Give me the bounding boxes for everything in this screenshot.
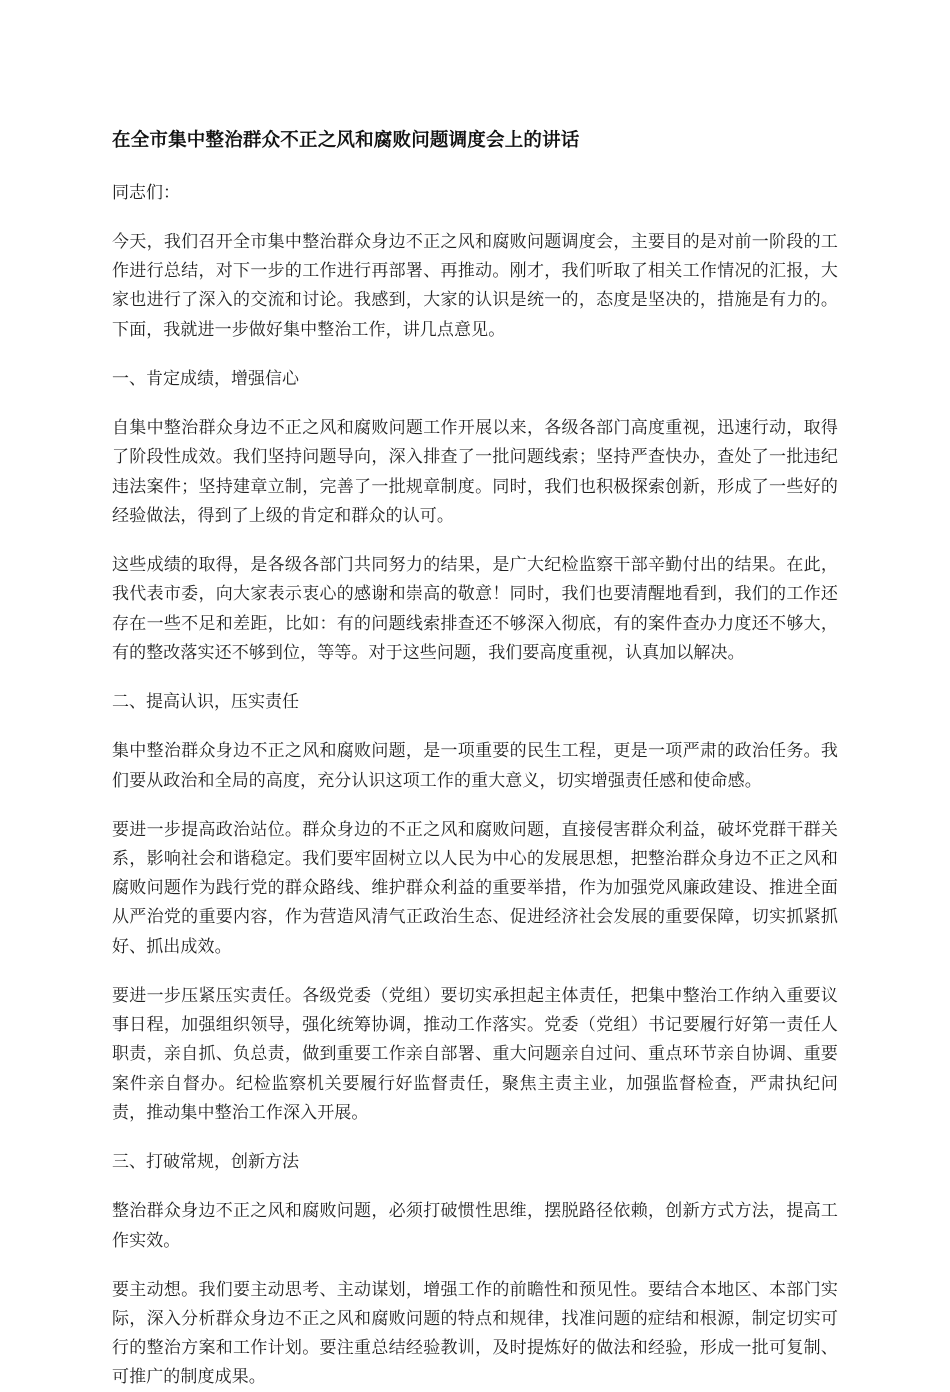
section-1-paragraph-1: 自集中整治群众身边不正之风和腐败问题工作开展以来，各级各部门高度重视，迅速行动，取得了阶段性成效。我们坚持问题导向，深入排查了一批问题线索；坚持严查快办，查处了一批违纪违法案件；坚持建章立制，完善了一批规章制度。同时，我们也积极探索创新，形成了一些好的经验做法，得到了上级的肯定和群众的认可。 xyxy=(112,418,838,525)
page-title: 在全市集中整治群众不正之风和腐败问题调度会上的讲话 xyxy=(112,131,580,151)
section-2-paragraph-2: 要进一步提高政治站位。群众身边的不正之风和腐败问题，直接侵害群众利益，破坏党群干群关系，影响社会和谐稳定。我们要牢固树立以人民为中心的发展思想，把整治群众身边不正之风和腐败问题作为践行党的群众路线、维护群众利益的重要举措，作为加强党风廉政建设、推进全面从严治党的重要内容，作为营造风清气正政治生态、促进经济社会发展的重要保障，切实抓紧抓好、抓出成效。 xyxy=(112,819,838,956)
section-heading-1: 一、肯定成绩，增强信心 xyxy=(112,368,299,388)
section-2-paragraph-3: 要进一步压紧压实责任。各级党委（党组）要切实承担起主体责任，把集中整治工作纳入重要议事日程，加强组织领导，强化统筹协调，推动工作落实。党委（党组）书记要履行好第一责任人职责，亲自抓、负总责，做到重要工作亲自部署、重大问题亲自过问、重点环节亲自协调、重要案件亲自督办。纪检监察机关要履行好监督责任，聚焦主责主业，加强监督检查，严肃执纪问责，推动集中整治工作深入开展。 xyxy=(112,985,838,1122)
document-body xyxy=(112,128,838,1392)
section-2-paragraph-1: 集中整治群众身边不正之风和腐败问题，是一项重要的民生工程，更是一项严肃的政治任务。我们要从政治和全局的高度，充分认识这项工作的重大意义，切实增强责任感和使命感。 xyxy=(112,741,838,790)
section-3-paragraph-1: 整治群众身边不正之风和腐败问题，必须打破惯性思维，摆脱路径依赖，创新方式方法，提高工作实效。 xyxy=(112,1201,838,1250)
section-1-paragraph-2: 这些成绩的取得，是各级各部门共同努力的结果，是广大纪检监察干部辛勤付出的结果。在此，我代表市委，向大家表示衷心的感谢和崇高的敬意！同时，我们也要清醒地看到，我们的工作还存在一些不足和差距，比如：有的问题线索排查还不够深入彻底，有的案件查办力度还不够大，有的整改落实还不够到位，等等。对于这些问题，我们要高度重视，认真加以解决。 xyxy=(112,555,838,662)
intro-paragraph: 今天，我们召开全市集中整治群众身边不正之风和腐败问题调度会，主要目的是对前一阶段的工作进行总结，对下一步的工作进行再部署、再推动。刚才，我们听取了相关工作情况的汇报，大家也进行了深入的交流和讨论。我感到，大家的认识是统一的，态度是坚决的，措施是有力的。下面，我就进一步做好集中整治工作，讲几点意见。 xyxy=(112,231,838,339)
salutation: 同志们： xyxy=(112,182,180,202)
section-heading-2: 二、提高认识，压实责任 xyxy=(112,692,299,712)
section-3-paragraph-2: 要主动想。我们要主动思考、主动谋划，增强工作的前瞻性和预见性。要结合本地区、本部门实际，深入分析群众身边不正之风和腐败问题的特点和规律，找准问题的症结和根源，制定切实可行的整治方案和工作计划。要注重总结经验教训，及时提炼好的做法和经验，形成一批可复制、可推广的制度成果。 xyxy=(112,1279,838,1387)
section-heading-3: 三、打破常规，创新方法 xyxy=(112,1152,299,1172)
